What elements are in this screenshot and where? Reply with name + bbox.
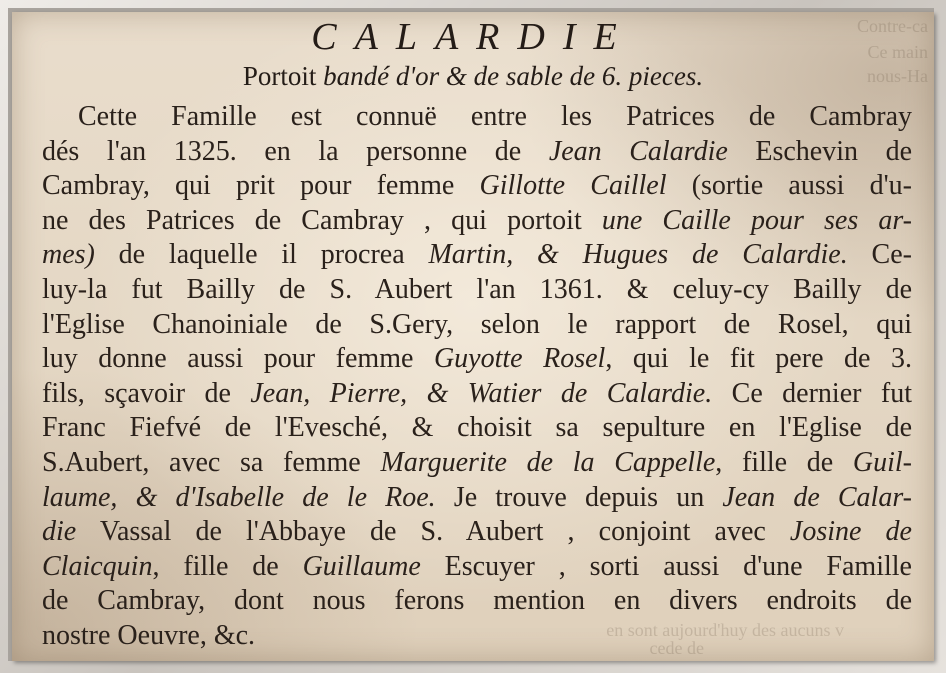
text-run: dés l'an 1325. en la personne de — [42, 135, 549, 167]
text-run: luy donne aussi pour femme — [42, 343, 434, 375]
blazon-roman: Portoit — [242, 61, 317, 91]
bleed-through-text: en sont aujourd'huy des aucuns v — [606, 620, 844, 640]
text-run: Ce dernier fut — [712, 377, 912, 409]
body-paragraph — [42, 100, 912, 654]
italic-run: Claicquin — [42, 550, 153, 582]
italic-run: Josine de — [789, 516, 912, 548]
text-line — [42, 273, 912, 308]
text-run: , fille de — [152, 550, 303, 582]
text-run: Je trouve depuis un — [435, 481, 723, 513]
text-line — [42, 584, 912, 619]
text-run: de Cambray, dont nous ferons mention en divers endroits de — [42, 585, 912, 617]
bleed-through-text: cede de — [649, 638, 704, 658]
text-run: S.Aubert, avec sa femme — [42, 446, 381, 478]
text-run: Ce- — [847, 239, 912, 271]
text-run: Franc Fiefvé de l'Evesché, & choisit sa sepulture en l'Eglise de — [42, 412, 912, 444]
text-line — [42, 342, 912, 377]
italic-run: Martin, & Hugues de Calardie. — [428, 239, 848, 271]
bleed-through-text: Contre-ca — [857, 16, 928, 36]
text-line — [42, 515, 912, 550]
text-line — [42, 308, 912, 343]
text-run: Cette Famille est connuë entre les Patrices de Cambray — [78, 101, 912, 132]
page-title: CALARDIE — [311, 16, 635, 58]
book-page — [12, 12, 934, 661]
italic-run: une Caille pour ses ar- — [601, 204, 912, 236]
text-run: Vassal de l'Abbaye de S. Aubert , conjoint avec — [76, 516, 790, 548]
italic-run: Guillaume — [302, 550, 421, 582]
italic-run: laume, & d'Isabelle de le Roe. — [42, 481, 436, 513]
text-run: nostre Oeuvre, &c. — [42, 619, 256, 651]
text-run: fils, sçavoir de — [42, 377, 251, 409]
text-run: Eschevin de — [727, 135, 913, 167]
text-line — [42, 169, 912, 204]
blazon-line — [12, 60, 934, 92]
blazon-italic: bandé d'or & de sable de 6. pieces. — [323, 61, 704, 91]
italic-run: Jean, Pierre, & Watier de Calardie. — [250, 377, 713, 409]
text-run: de laquelle il procrea — [94, 239, 429, 271]
text-line — [42, 100, 912, 135]
text-line — [42, 481, 912, 516]
italic-run: Guil- — [852, 446, 912, 478]
italic-run: Jean Calardie — [548, 135, 728, 167]
text-run: l'Eglise Chanoiniale de S.Gery, selon le rapport de Rosel, qui — [42, 308, 912, 340]
text-run: , fille de — [715, 446, 853, 478]
text-line — [42, 135, 912, 170]
text-run: , qui le fit pere de 3. — [605, 343, 912, 375]
text-run: Escuyer , sorti aussi d'une Famille — [420, 550, 912, 582]
text-run: luy-la fut Bailly de S. Aubert l'an 1361. & celuy-cy Bailly de — [42, 273, 912, 305]
text-run: ne des Patrices de Cambray , qui portoit — [42, 204, 602, 236]
italic-run: Gillotte Caillel — [479, 170, 667, 202]
text-line — [42, 377, 912, 412]
italic-run: Guyotte Rosel — [433, 343, 606, 375]
bleed-through-text: nous-Ha — [867, 66, 928, 86]
text-line — [42, 204, 912, 239]
text-line — [42, 550, 912, 585]
italic-run: mes) — [42, 239, 95, 271]
text-run: Cambray, qui prit pour femme — [42, 170, 480, 202]
italic-run: Jean de Calar- — [722, 481, 912, 513]
bleed-through-text: Ce main — [867, 42, 928, 62]
text-line — [42, 619, 912, 654]
text-line — [42, 446, 912, 481]
text-line — [42, 238, 912, 273]
text-line — [42, 411, 912, 446]
italic-run: die — [42, 516, 77, 548]
text-run: (sortie aussi d'u- — [666, 170, 912, 202]
italic-run: Marguerite de la Cappelle — [380, 446, 716, 478]
